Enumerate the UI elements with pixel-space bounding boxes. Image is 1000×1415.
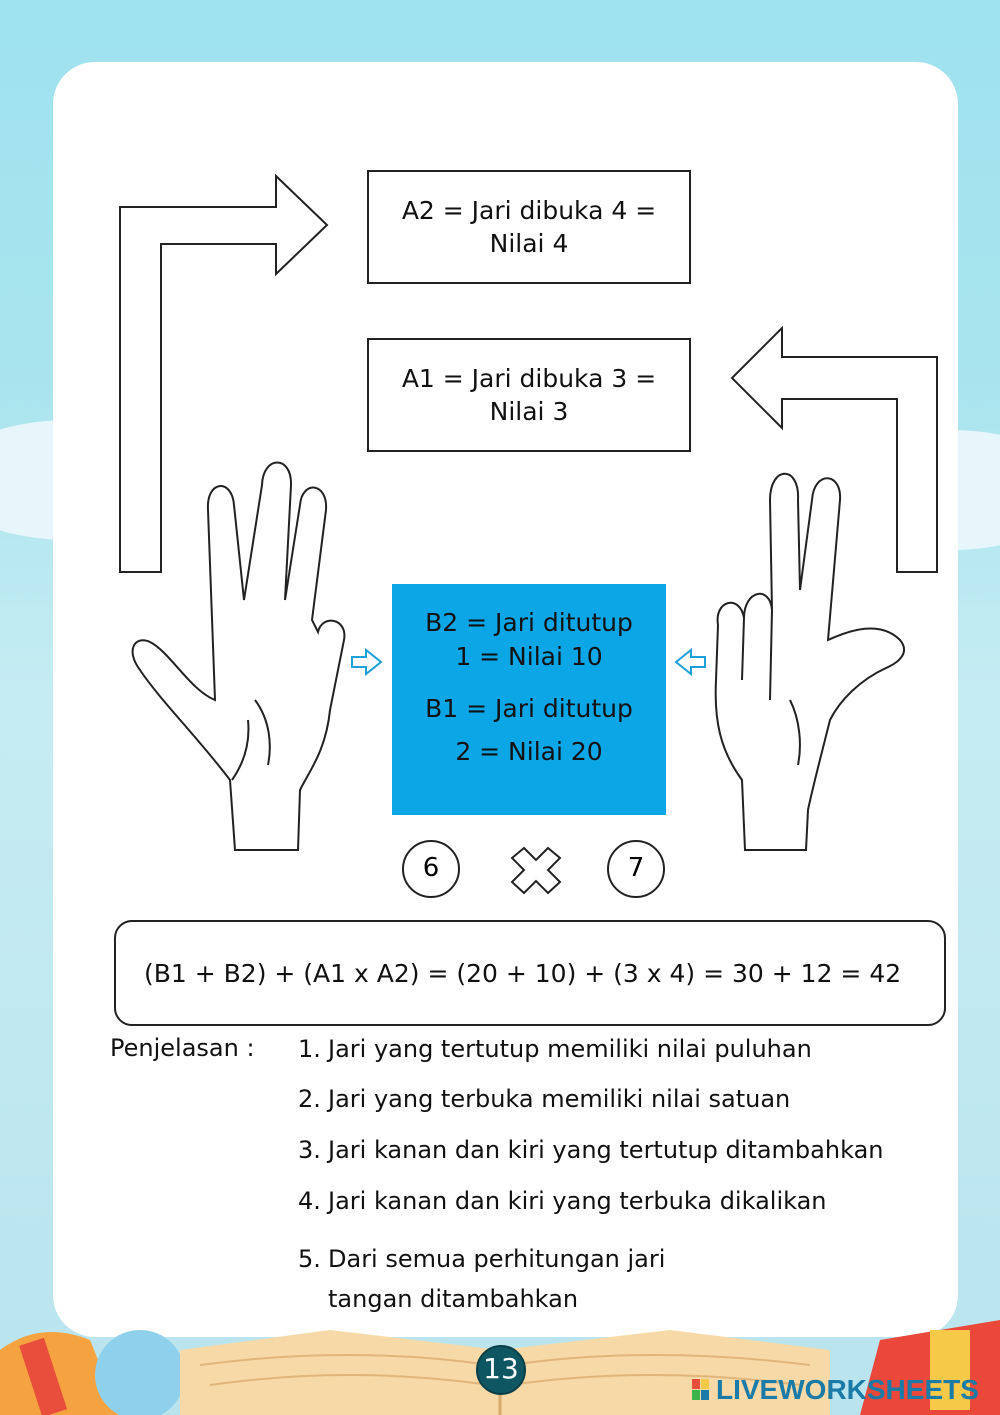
- formula-box: [114, 920, 946, 1026]
- list-number: 4.: [298, 1187, 321, 1215]
- list-item: [298, 1032, 958, 1066]
- list-number: 5.: [298, 1245, 321, 1273]
- a1-line1: A1 = Jari dibuka 3 =: [401, 364, 657, 393]
- b1-line2: 2 = Nilai 20: [455, 737, 603, 766]
- a2-box: [367, 170, 691, 284]
- list-text: Dari semua perhitungan jari tangan ditambahkan: [328, 1245, 666, 1313]
- explanation-label: Penjelasan :: [110, 1034, 255, 1062]
- right-pointer-arrow: [352, 650, 381, 674]
- a1-line2: Nilai 3: [489, 397, 569, 426]
- factor-right: 7: [607, 840, 665, 898]
- formula-text: (B1 + B2) + (A1 x A2) = (20 + 10) + (3 x 4) = 30 + 12 = 42: [144, 959, 902, 988]
- b-values-box: [392, 584, 666, 815]
- multiply-icon: [512, 848, 560, 893]
- b1-line1: B1 = Jari ditutup: [425, 694, 633, 723]
- list-item: [298, 1133, 958, 1167]
- list-text: Jari yang terbuka memiliki nilai satuan: [328, 1085, 791, 1113]
- a2-line1: A2 = Jari dibuka 4 =: [401, 196, 657, 225]
- brand-wordmark[interactable]: LIVEWORKSHEETS: [716, 1374, 979, 1405]
- page-number: 13: [476, 1345, 526, 1395]
- list-text: Jari kanan dan kiri yang tertutup ditambahkan: [328, 1136, 884, 1164]
- list-number: 3.: [298, 1136, 321, 1164]
- list-text: Jari yang tertutup memiliki nilai puluhan: [328, 1035, 812, 1063]
- a2-line2: Nilai 4: [489, 229, 569, 258]
- left-pointer-arrow: [676, 650, 705, 674]
- list-number: 1.: [298, 1035, 321, 1063]
- list-item: [298, 1184, 958, 1218]
- left-hand: [133, 463, 345, 851]
- list-item: [298, 1082, 958, 1116]
- explanation-list: [298, 1032, 958, 1319]
- list-text: Jari kanan dan kiri yang terbuka dikalikan: [328, 1187, 827, 1215]
- liveworksheets-logo-icon: [692, 1379, 710, 1401]
- list-item: [298, 1239, 958, 1319]
- right-hand: [716, 474, 904, 850]
- b2-line1: B2 = Jari ditutup: [425, 608, 633, 637]
- list-number: 2.: [298, 1085, 321, 1113]
- b2-line2: 1 = Nilai 10: [455, 642, 603, 671]
- a1-box: [367, 338, 691, 452]
- factor-left: 6: [402, 840, 460, 898]
